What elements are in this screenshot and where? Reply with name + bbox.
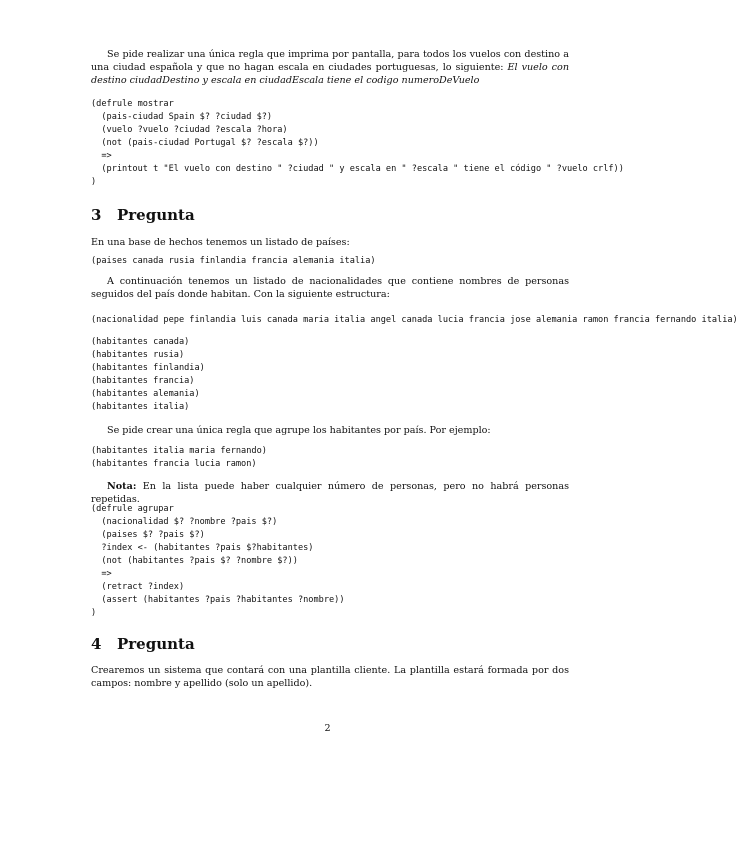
paragraph-agrupe: Se pide crear una única regla que agrupe los habitantes por país. Por ejemplo: xyxy=(107,425,491,436)
code-line: => xyxy=(91,151,112,161)
code-line: (pais-ciudad Spain $? ?ciudad $?) xyxy=(91,112,273,122)
code-line: ) xyxy=(91,608,97,618)
code-line: (habitantes canada) xyxy=(91,337,190,347)
code-line: => xyxy=(91,569,112,579)
paragraph-nacionalidades: A continuación tenemos un listado de nacionalidades que contiene nombres de personas seguidos del país donde habitan. Con la siguiente estructura: xyxy=(91,276,569,300)
code-line: (habitantes alemania) xyxy=(91,389,200,399)
code-block-ejemplo xyxy=(91,445,267,471)
code-line: (assert (habitantes ?pais ?habitantes ?nombre)) xyxy=(91,595,345,605)
code-line: (defrule agrupar xyxy=(91,504,174,514)
section-heading-4 xyxy=(91,635,195,653)
code-line: ?index <- (habitantes ?pais $?habitantes) xyxy=(91,543,314,553)
code-line: (not (habitantes ?pais $? ?nombre $?)) xyxy=(91,556,298,566)
code-line: (habitantes italia maria fernando) xyxy=(91,446,267,456)
intro-emphasis: El vuelo con destino ciudadDestino y escala en ciudadEscala tiene el codigo numeroDeVuelo xyxy=(91,62,569,86)
code-line: (habitantes italia) xyxy=(91,402,190,412)
code-line: (nacionalidad $? ?nombre ?pais $?) xyxy=(91,517,278,527)
code-line: (retract ?index) xyxy=(91,582,185,592)
section-title: Pregunta xyxy=(117,635,195,653)
code-block-habitantes xyxy=(91,336,205,414)
section-number: 4 xyxy=(91,635,102,653)
code-block-agrupar xyxy=(91,503,345,620)
section-heading-3 xyxy=(91,206,195,224)
code-line: (habitantes francia) xyxy=(91,376,195,386)
code-block-mostrar xyxy=(91,98,624,189)
code-line: (habitantes finlandia) xyxy=(91,363,205,373)
code-line: ) xyxy=(91,177,97,187)
section-title: Pregunta xyxy=(117,206,195,224)
code-line: (vuelo ?vuelo ?ciudad ?escala ?hora) xyxy=(91,125,288,135)
section-number: 3 xyxy=(91,206,102,224)
intro-text: Se pide realizar una única regla que imprima por pantalla, para todos los vuelos con destino a una ciudad española y que no hagan escala en ciudades portuguesas, lo siguiente: xyxy=(91,49,569,73)
code-line: (not (pais-ciudad Portugal $? ?escala $?)) xyxy=(91,138,319,148)
nota-label: Nota: xyxy=(107,481,137,492)
code-line: (habitantes rusia) xyxy=(91,350,185,360)
paragraph-paises: En una base de hechos tenemos un listado de países: xyxy=(91,237,350,248)
intro-paragraph xyxy=(91,48,569,87)
paragraph-sistema: Crearemos un sistema que contará con una plantilla cliente. La plantilla estará formada por dos campos: nombre y apellido (solo un apellido). xyxy=(91,665,569,689)
code-line: (printout t "El vuelo con destino " ?ciudad " y escala en " ?escala " tiene el código " ?vuelo crlf)) xyxy=(91,164,624,174)
page-number: 2 xyxy=(324,723,331,734)
code-line-paises: (paises canada rusia finlandia francia alemania italia) xyxy=(91,256,376,266)
code-line: (defrule mostrar xyxy=(91,99,174,109)
code-line-nacionalidad: (nacionalidad pepe finlandia luis canada maria italia angel canada lucia francia jose alemania ramon francia fernando italia) xyxy=(91,315,738,325)
nota-text: En la lista puede haber cualquier número de personas, pero no habrá personas repetidas. xyxy=(91,481,569,505)
code-line: (habitantes francia lucia ramon) xyxy=(91,459,257,469)
code-line: (paises $? ?pais $?) xyxy=(91,530,205,540)
